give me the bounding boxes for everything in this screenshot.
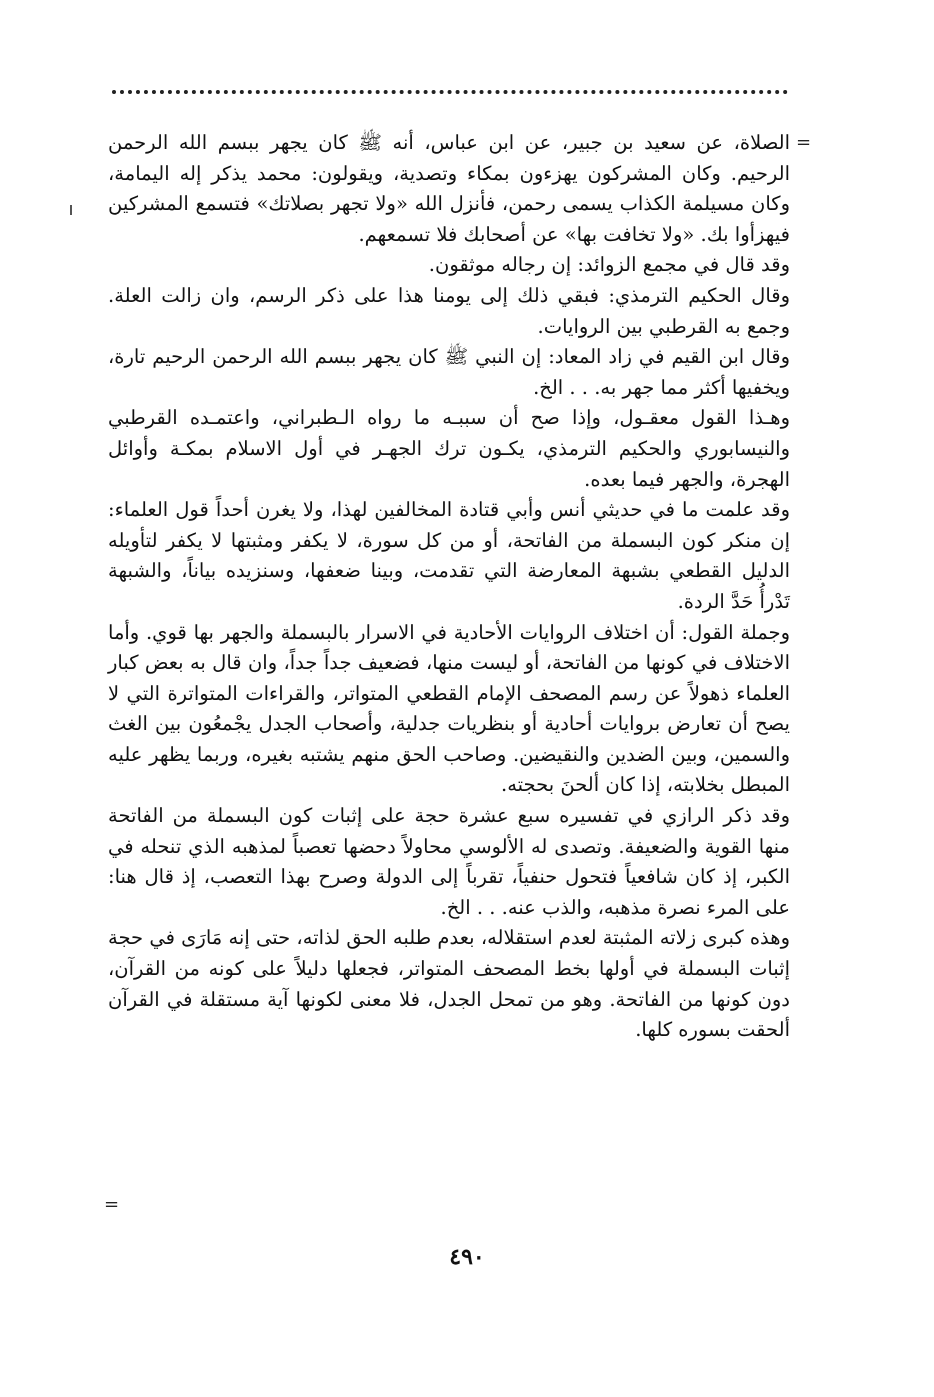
paragraph-7: وجملة القول: أن اختلاف الروايات الأحادية في الاسرار بالبسملة والجهر بها قوي. وأما الاختلاف في كونها من الفاتحة، أو ليست منها، فضعيف جداً جداً، وان قال به بعض كبار العلماء ذهولاً عن رسم المصحف الإمام القطعي المتواتر، والقراءات المتواترة التي لا يصح أن تعارض بروايات أحادية أو بنظريات جدلية، وأصحاب الجدل يجْمعُون بين الغث والسمين، وبين الضدين والنقيضين. وصاحب الحق منهم يشتبه بغيره، وربما يظهر عليه المبطل بخلابته، إذا كان ألحنَ بحجته. xyxy=(108,620,790,797)
paragraph-3: وقال الحكيم الترمذي: فبقي ذلك إلى يومنا هذا على ذكر الرسم، وان زالت العلة. وجمع به القرطبي بين الروايات. xyxy=(108,283,790,338)
paragraph-6: وقد علمت ما في حديثي أنس وأبي قتادة المخالفين لهذا، ولا يغرن أحداً قول العلماء: إن منكر كون البسملة من الفاتحة، أو من كل سورة، لا يكفر ومثبتها لا يكفر لتأويله الدليل القطعي بشبهة المعارضة التي تقدمت، وبينا ضعفها، وسنزيده بياناً، والشبهة تَدْرأُ حَدَّ الردة. xyxy=(108,498,790,613)
paragraph-8: وقد ذكر الرازي في تفسيره سبع عشرة حجة على إثبات كون البسملة من الفاتحة منها القوية والضعيفة. وتصدى له الألوسي محاولاً دحضها تعصباً لمذهبه الذي تنحله في الكبر، إذ كان شافعياً فتحول حنفياً، تقرباً إلى الدولة وصرح بهذا التعصب، إذ قال هنا: على المرء نصرة مذهبه، والذب عنه. . . الخ. xyxy=(108,804,790,919)
footnote-separator xyxy=(112,90,788,94)
body-text xyxy=(108,128,790,1046)
paragraph-5: وهـذا القول معقـول، وإذا صح أن سببـه ما رواه الـطبراني، واعتمـده القرطبي والنيسابوري والحكيم الترمذي، يكـون ترك الجهـر في أول الاسلام بمكـة وأوائل الهجرة، والجهر فيما بعده. xyxy=(108,406,790,491)
paragraph-1: الصلاة، عن سعيد بن جبير، عن ابن عباس، أنه ﷺ كان يجهر ببسم الله الرحمن الرحيم. وكان المشركون يهزءون بمكاء وتصدية، ويقولون: محمد يذكر إله اليمامة، وكان مسيلمة الكذاب يسمى رحمن، فأنزل الله «ولا تجهر بصلاتك» فتسمع المشركين فيهزأوا بك. «ولا تخافت بها» عن أصحابك فلا تسمعهم. xyxy=(108,131,790,246)
paragraph-4: وقال ابن القيم في زاد المعاد: إن النبي ﷺ كان يجهر ببسم الله الرحمن الرحيم تارة، ويخفيها أكثر مما جهر به. . . الخ. xyxy=(108,345,790,399)
continuation-mark-top: = xyxy=(796,132,812,153)
margin-tick xyxy=(70,205,72,215)
page-number: ٤٩٠ xyxy=(449,1244,485,1270)
continuation-mark-bottom: = xyxy=(104,1194,120,1215)
paragraph-2: وقد قال في مجمع الزوائد: إن رجاله موثقون. xyxy=(428,253,790,277)
paragraph-9: وهذه كبرى زلاته المثبتة لعدم استقلاله، بعدم طلبه الحق لذاته، حتى إنه مَارَى في حجة إثبات البسملة في أولها بخط المصحف المتواتر، فجعلها دليلاً على كونه من القرآن، دون كونها من الفاتحة. وهو من تمحل الجدل، فلا معنى لكونها آية مستقلة في القرآن ألحقت بسوره كلها. xyxy=(108,926,790,1042)
